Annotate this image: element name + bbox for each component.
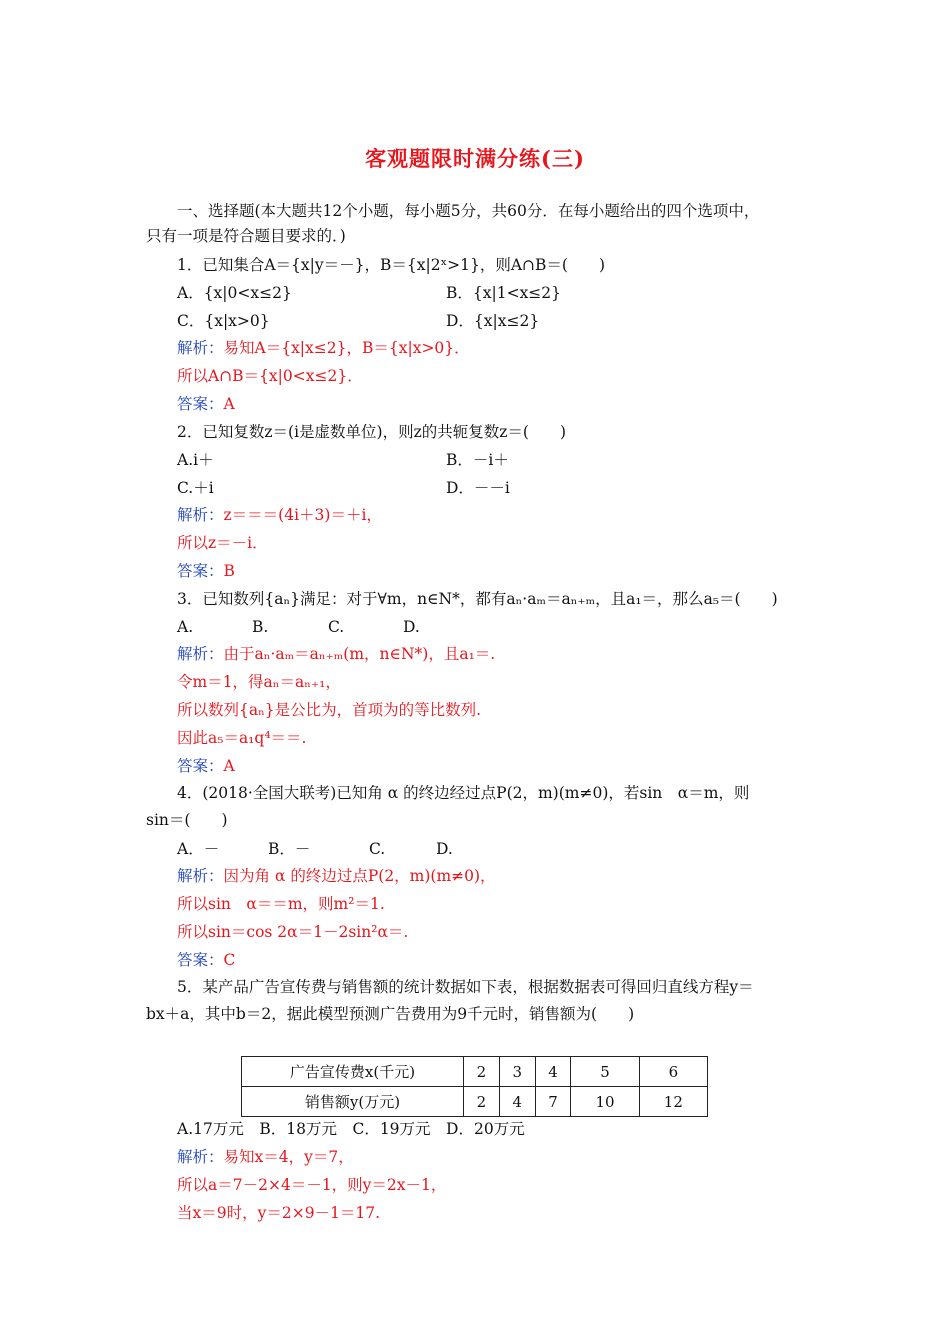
- q1-analysis-label: 解析：: [177, 339, 224, 357]
- q3-analysis-3: 所以数列{aₙ}是公比为，首项为的等比数列.: [177, 701, 482, 719]
- q5-analysis-2: 所以a＝7－2×4＝－1，则y＝2x－1，: [177, 1176, 447, 1194]
- q5-analysis-label: 解析：: [177, 1148, 224, 1166]
- table-row: [242, 1057, 708, 1087]
- q3-analysis-4: 因此a₅＝a₁q⁴＝＝.: [177, 729, 307, 747]
- q3-option-d: D.: [403, 618, 420, 636]
- table-cell: 6: [639, 1057, 707, 1087]
- q1-answer-label: 答案：: [177, 395, 224, 413]
- table-row-label: 广告宣传费x(千元): [242, 1057, 464, 1087]
- q4-option-c: C.: [369, 840, 386, 858]
- q2-option-d: D．－－i: [446, 479, 510, 497]
- q1-option-d: D．{x|x≤2}: [446, 312, 540, 330]
- q5-options: A.17万元 B．18万元 C．19万元 D．20万元: [177, 1120, 525, 1138]
- table-cell: 4: [499, 1087, 535, 1117]
- table-cell: 7: [535, 1087, 571, 1117]
- q2-answer: 答案：B: [177, 562, 235, 580]
- page-title: 客观题限时满分练(三): [365, 146, 585, 171]
- q1-stem: 1．已知集合A＝{x|y＝－}，B＝{x|2ˣ>1}，则A∩B＝( ): [177, 256, 606, 274]
- q5-analysis-3: 当x＝9时，y＝2×9－1＝17.: [177, 1204, 381, 1222]
- q2-analysis-2: 所以z＝－i．: [177, 534, 268, 552]
- table-cell: 3: [499, 1057, 535, 1087]
- q5-analysis-1: 解析：易知x＝4，y＝7，: [177, 1148, 354, 1166]
- q4-stem-1: 4．(2018·全国大联考)已知角 α 的终边经过点P(2，m)(m≠0)，若sin α＝m，则: [177, 784, 750, 802]
- table-cell: 2: [464, 1057, 500, 1087]
- q3-analysis-1: 解析：由于aₙ·aₘ＝aₙ₊ₘ(m，n∈N*)，且a₁＝.: [177, 645, 496, 663]
- q4-analysis-3: 所以sin＝cos 2α＝1－2sin²α＝.: [177, 923, 409, 941]
- q1-analysis-1: 解析：易知A＝{x|x≤2}，B＝{x|x>0}．: [177, 339, 470, 357]
- table-cell: 5: [571, 1057, 639, 1087]
- q2-analysis-1: 解析：z＝＝＝(4i＋3)＝＋i，: [177, 506, 382, 524]
- q4-option-d: D.: [436, 840, 453, 858]
- q3-analysis-label: 解析：: [177, 645, 224, 663]
- table-cell: 12: [639, 1087, 707, 1117]
- q2-option-b: B．－i＋: [446, 451, 509, 469]
- q3-option-b: B.: [252, 618, 269, 636]
- q4-analysis-1: 解析：因为角 α 的终边过点P(2，m)(m≠0)，: [177, 867, 496, 885]
- table-row: [242, 1087, 708, 1117]
- q2-stem: 2．已知复数z＝(i是虚数单位)，则z的共轭复数z＝( ): [177, 423, 567, 441]
- q5-stem-1: 5．某产品广告宣传费与销售额的统计数据如下表，根据数据表可得回归直线方程y＝: [177, 978, 754, 996]
- q3-answer-label: 答案：: [177, 757, 224, 775]
- table-cell: 10: [571, 1087, 639, 1117]
- q1-analysis-2: 所以A∩B＝{x|0<x≤2}．: [177, 367, 363, 385]
- q3-option-c: C.: [328, 618, 345, 636]
- q2-option-a: A.i＋: [177, 451, 214, 469]
- q4-stem-2: sin＝( ): [146, 811, 228, 829]
- q2-analysis-label: 解析：: [177, 506, 224, 524]
- q2-option-c: C.＋i: [177, 479, 214, 497]
- q5-data-table: [241, 1056, 708, 1117]
- intro-line-1: 一、选择题(本大题共12个小题，每小题5分，共60分．在每小题给出的四个选项中，: [177, 202, 760, 220]
- q3-answer: 答案：A: [177, 757, 235, 775]
- q3-analysis-2: 令m＝1，得aₙ＝aₙ₊₁，: [177, 673, 341, 691]
- q3-stem: 3．已知数列{aₙ}满足：对于∀m，n∈N*，都有aₙ·aₘ＝aₙ₊ₘ，且a₁＝，那么a₅＝( ): [177, 590, 778, 608]
- q5-stem-2: bx＋a，其中b＝2，据此模型预测广告费用为9千元时，销售额为( ): [146, 1005, 635, 1023]
- q3-option-a: A.: [177, 618, 194, 636]
- q2-answer-label: 答案：: [177, 562, 224, 580]
- q4-analysis-2: 所以sin α＝＝m，则m²＝1.: [177, 895, 385, 913]
- table-row-label: 销售额y(万元): [242, 1087, 464, 1117]
- q1-option-a: A．{x|0<x≤2}: [177, 284, 292, 302]
- intro-line-2: 只有一项是符合题目要求的．): [146, 227, 346, 245]
- table-cell: 2: [464, 1087, 500, 1117]
- q4-answer: 答案：C: [177, 951, 236, 969]
- q1-answer: 答案：A: [177, 395, 235, 413]
- q1-option-c: C．{x|x>0}: [177, 312, 270, 330]
- q4-option-b: B．－: [268, 840, 311, 858]
- q4-analysis-label: 解析：: [177, 867, 224, 885]
- table-cell: 4: [535, 1057, 571, 1087]
- q4-option-a: A．－: [177, 840, 220, 858]
- q1-option-b: B．{x|1<x≤2}: [446, 284, 562, 302]
- q4-answer-label: 答案：: [177, 951, 224, 969]
